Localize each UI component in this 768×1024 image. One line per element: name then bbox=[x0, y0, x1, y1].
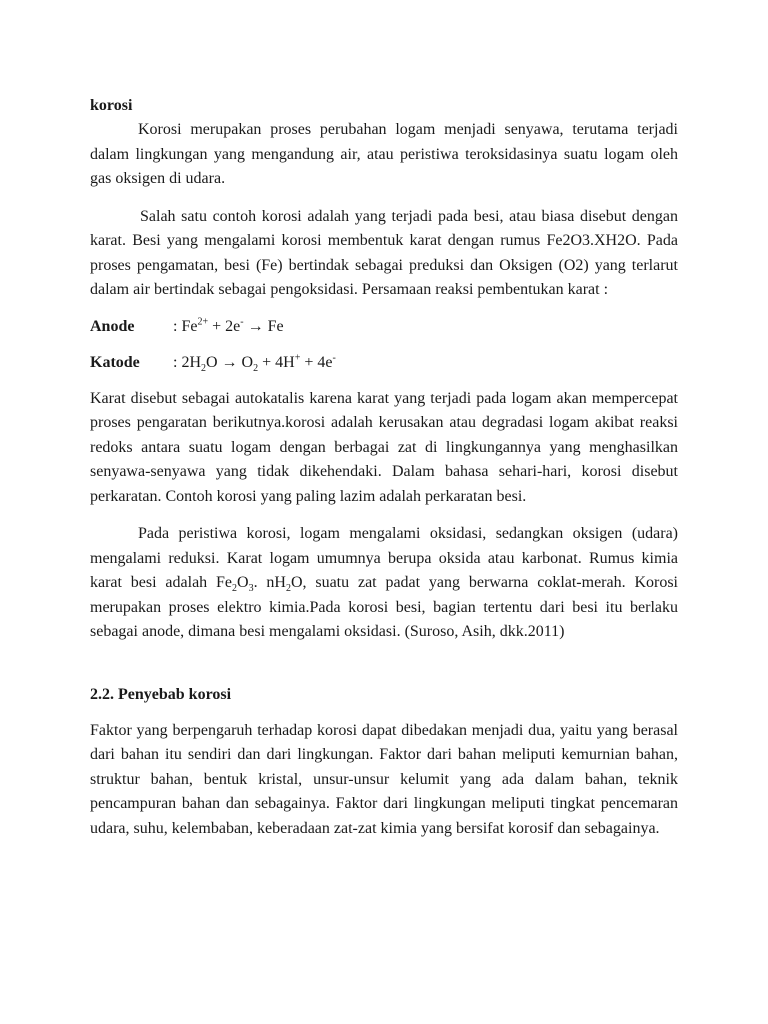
equation-katode bbox=[90, 351, 678, 375]
equation-anode bbox=[90, 315, 678, 339]
paragraph-factors: Faktor yang berpengaruh terhadap korosi dapat dibedakan menjadi dua, yaitu yang berasal dari bahan itu sendiri dan dari lingkungan. Faktor dari bahan meliputi kemurnian bahan, struktur bahan, bentuk kristal, unsur-unsur kelumit yang ada dalam bahan, teknik pencampuran bahan dan sebagainya. Faktor dari lingkungan meliputi tingkat pencemaran udara, suhu, kelembaban, keberadaan zat-zat kimia yang bersifat korosif dan sebagainya. bbox=[90, 721, 678, 837]
equation-katode-label: Katode bbox=[90, 353, 140, 371]
equation-katode-formula: : $2H_2O \to O_2 + 4H^+ + 4e^-$ bbox=[173, 352, 336, 374]
paragraph-autocatalyst: Karat disebut sebagai autokatalis karena karat yang terjadi pada logam akan mempercepat proses pengaratan berikutnya.korosi adalah kerusakan atau degradasi logam akibat reaksi redoks antara suatu logam dengan berbagai zat di lingkungannya yang menghasilkan senyawa-senyawa yang tidak dikehendaki. Dalam bahasa sehari-hari, korosi disebut perkaratan. Contoh korosi yang paling lazim adalah perkaratan besi. bbox=[90, 389, 678, 505]
equation-anode-label: Anode bbox=[90, 317, 135, 335]
paragraph-definition: Korosi merupakan proses perubahan logam menjadi senyawa, terutama terjadi dalam lingkungan yang mengandung air, atau peristiwa teroksidasinya suatu logam oleh gas oksigen di udara. bbox=[90, 121, 678, 187]
equation-anode-formula: : $Fe^{2+} + 2e^- \to Fe$ bbox=[173, 316, 284, 335]
paragraph-oxidation: Pada peristiwa korosi, logam mengalami oksidasi, sedangkan oksigen (udara) mengalami reduksi. Karat logam umumnya berupa oksida atau karbonat. Rumus kimia karat besi adalah $Fe_2O_3$. $nH_2O$, suatu zat padat yang berwarna coklat-merah. Korosi merupakan proses elektro kimia.Pada korosi besi, bagian tertentu dari besi itu berlaku sebagai anode, dimana besi mengalami oksidasi. (Suroso, Asih, dkk.2011) bbox=[90, 525, 679, 640]
heading-korosi: korosi bbox=[90, 97, 133, 114]
paragraph-example-iron: Salah satu contoh korosi adalah yang terjadi pada besi, atau biasa disebut dengan karat. Besi yang mengalami korosi membentuk karat dengan rumus Fe2O3.XH2O. Pada proses pengamatan, besi (Fe) bertindak sebagai preduksi dan Oksigen (O2) yang terlarut dalam air bertindak sebagai pengoksidasi. Persamaan reaksi pembentukan karat : bbox=[90, 207, 678, 298]
section-title-penyebab-korosi: 2.2. Penyebab korosi bbox=[90, 685, 232, 703]
